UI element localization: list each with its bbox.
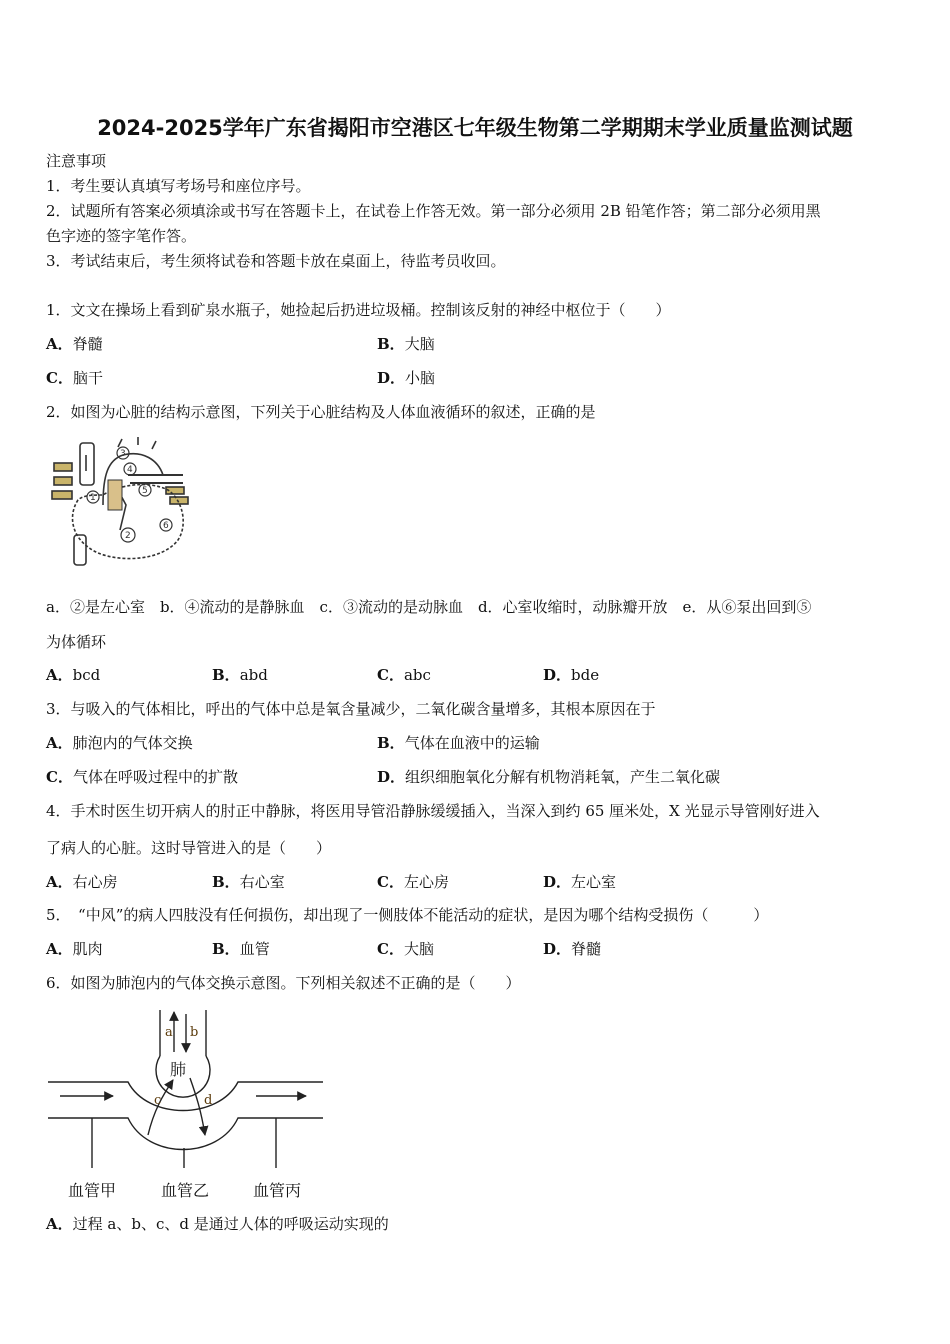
- q1-option-a: [46, 334, 103, 354]
- svg-text:2: 2: [125, 531, 131, 541]
- option-text: 大脑: [403, 940, 434, 958]
- option-label: B．: [377, 335, 405, 353]
- option-label: A．: [46, 666, 73, 684]
- q5-option-d: [543, 939, 601, 959]
- notice-item: 2．试题所有答案必须填涂或书写在答题卡上，在试卷上作答无效。第一部分必须用 2B 铅笔作答；第二部分必须用黑: [46, 202, 821, 220]
- option-label: C．: [46, 369, 73, 387]
- option-text: 气体在呼吸过程中的扩散: [72, 768, 238, 786]
- option-label: C．: [377, 873, 404, 891]
- q3-option-c: [46, 767, 238, 787]
- option-text: 左心室: [571, 873, 617, 891]
- q2-option-a: [46, 665, 100, 685]
- vessel-label-c: 血管丙: [253, 1181, 302, 1200]
- alveolus-gas-exchange-diagram: [48, 1010, 328, 1205]
- svg-text:b: b: [190, 1025, 199, 1040]
- q3-option-a: [46, 733, 193, 753]
- question-6-stem: 6．如图为肺泡内的气体交换示意图。下列相关叙述不正确的是（ ）: [46, 974, 521, 992]
- question-2-statements: a．②是左心室 b．④流动的是静脉血 c．③流动的是动脉血 d．心室收缩时，动脉瓣开放 e．从⑥泵出回到⑤: [46, 598, 812, 616]
- q1-option-c: [46, 368, 103, 388]
- svg-text:4: 4: [127, 465, 133, 475]
- option-label: A．: [46, 734, 73, 752]
- option-text: bde: [571, 666, 600, 684]
- question-1-stem: 1．文文在操场上看到矿泉水瓶子，她捡起后扔进垃圾桶。控制该反射的神经中枢位于（ ）: [46, 301, 671, 319]
- notice-heading: 注意事项: [46, 152, 107, 170]
- option-label: B．: [212, 940, 240, 958]
- option-label: C．: [377, 940, 404, 958]
- notice-item: 色字迹的签字笔作答。: [46, 227, 197, 245]
- question-4-stem-cont: 了病人的心脏。这时导管进入的是（ ）: [46, 839, 332, 857]
- option-text: bcd: [72, 666, 101, 684]
- q4-option-b: [212, 872, 285, 892]
- option-text: 肺泡内的气体交换: [72, 734, 193, 752]
- svg-text:a: a: [165, 1025, 173, 1040]
- option-text: 右心室: [239, 873, 285, 891]
- option-label: C．: [46, 768, 73, 786]
- svg-text:肺: 肺: [170, 1060, 187, 1079]
- q2-option-d: [543, 665, 599, 685]
- option-label: B．: [212, 666, 240, 684]
- question-3-stem: 3．与吸入的气体相比，呼出的气体中总是氧含量减少，二氧化碳含量增多，其根本原因在于: [46, 700, 656, 718]
- option-label: D．: [543, 940, 572, 958]
- option-text: 脑干: [72, 369, 103, 387]
- notice-item: 1．考生要认真填写考场号和座位序号。: [46, 177, 311, 195]
- option-label: D．: [543, 873, 572, 891]
- question-5-stem: 5． “中风”的病人四肢没有任何损伤，却出现了一侧肢体不能活动的症状，是因为哪个结构受损伤（ ）: [46, 906, 769, 924]
- option-text: 大脑: [404, 335, 435, 353]
- option-text: 气体在血液中的运输: [404, 734, 540, 752]
- option-text: 脊髓: [72, 335, 103, 353]
- option-label: C．: [377, 666, 404, 684]
- q2-option-b: [212, 665, 268, 685]
- option-label: A．: [46, 1215, 73, 1233]
- q2-option-c: [377, 665, 431, 685]
- option-text: 小脑: [405, 369, 436, 387]
- svg-text:6: 6: [163, 521, 169, 531]
- question-2-stem: 2．如图为心脏的结构示意图，下列关于心脏结构及人体血液循环的叙述，正确的是: [46, 403, 596, 421]
- q1-option-b: [377, 334, 435, 354]
- option-text: 脊髓: [571, 940, 602, 958]
- option-label: B．: [212, 873, 240, 891]
- svg-text:d: d: [204, 1093, 213, 1108]
- q6-option-a: [46, 1214, 389, 1234]
- heart-diagram: [48, 435, 198, 570]
- svg-text:1: 1: [90, 493, 96, 503]
- q5-option-b: [212, 939, 270, 959]
- option-text: 左心房: [403, 873, 449, 891]
- option-label: D．: [377, 768, 406, 786]
- vessel-label-b: 血管乙: [161, 1181, 210, 1200]
- q5-option-a: [46, 939, 103, 959]
- question-2-statements-cont: 为体循环: [46, 633, 107, 651]
- q4-option-a: [46, 872, 118, 892]
- page-title: 2024-2025学年广东省揭阳市空港区七年级生物第二学期期末学业质量监测试题: [97, 116, 853, 140]
- svg-text:3: 3: [120, 449, 126, 459]
- option-label: A．: [46, 940, 73, 958]
- option-text: 组织细胞氧化分解有机物消耗氧，产生二氧化碳: [405, 768, 721, 786]
- option-text: 肌肉: [72, 940, 103, 958]
- q3-option-d: [377, 767, 720, 787]
- q4-option-c: [377, 872, 449, 892]
- option-label: A．: [46, 873, 73, 891]
- q4-option-d: [543, 872, 616, 892]
- option-text: abd: [239, 666, 268, 684]
- option-text: 血管: [239, 940, 270, 958]
- vessel-label-a: 血管甲: [68, 1181, 117, 1200]
- q5-option-c: [377, 939, 434, 959]
- option-text: abc: [403, 666, 431, 684]
- question-4-stem: 4．手术时医生切开病人的肘正中静脉，将医用导管沿静脉缓缓插入，当深入到约 65 厘米处，X 光显示导管刚好进入: [46, 802, 820, 820]
- option-label: A．: [46, 335, 73, 353]
- svg-text:c: c: [154, 1093, 162, 1108]
- option-label: D．: [377, 369, 406, 387]
- option-label: D．: [543, 666, 572, 684]
- notice-item: 3．考试结束后，考生须将试卷和答题卡放在桌面上，待监考员收回。: [46, 252, 506, 270]
- svg-text:5: 5: [142, 486, 148, 496]
- option-text: 右心房: [72, 873, 118, 891]
- q3-option-b: [377, 733, 540, 753]
- option-text: 过程 a、b、c、d 是通过人体的呼吸运动实现的: [72, 1215, 389, 1233]
- q1-option-d: [377, 368, 435, 388]
- option-label: B．: [377, 734, 405, 752]
